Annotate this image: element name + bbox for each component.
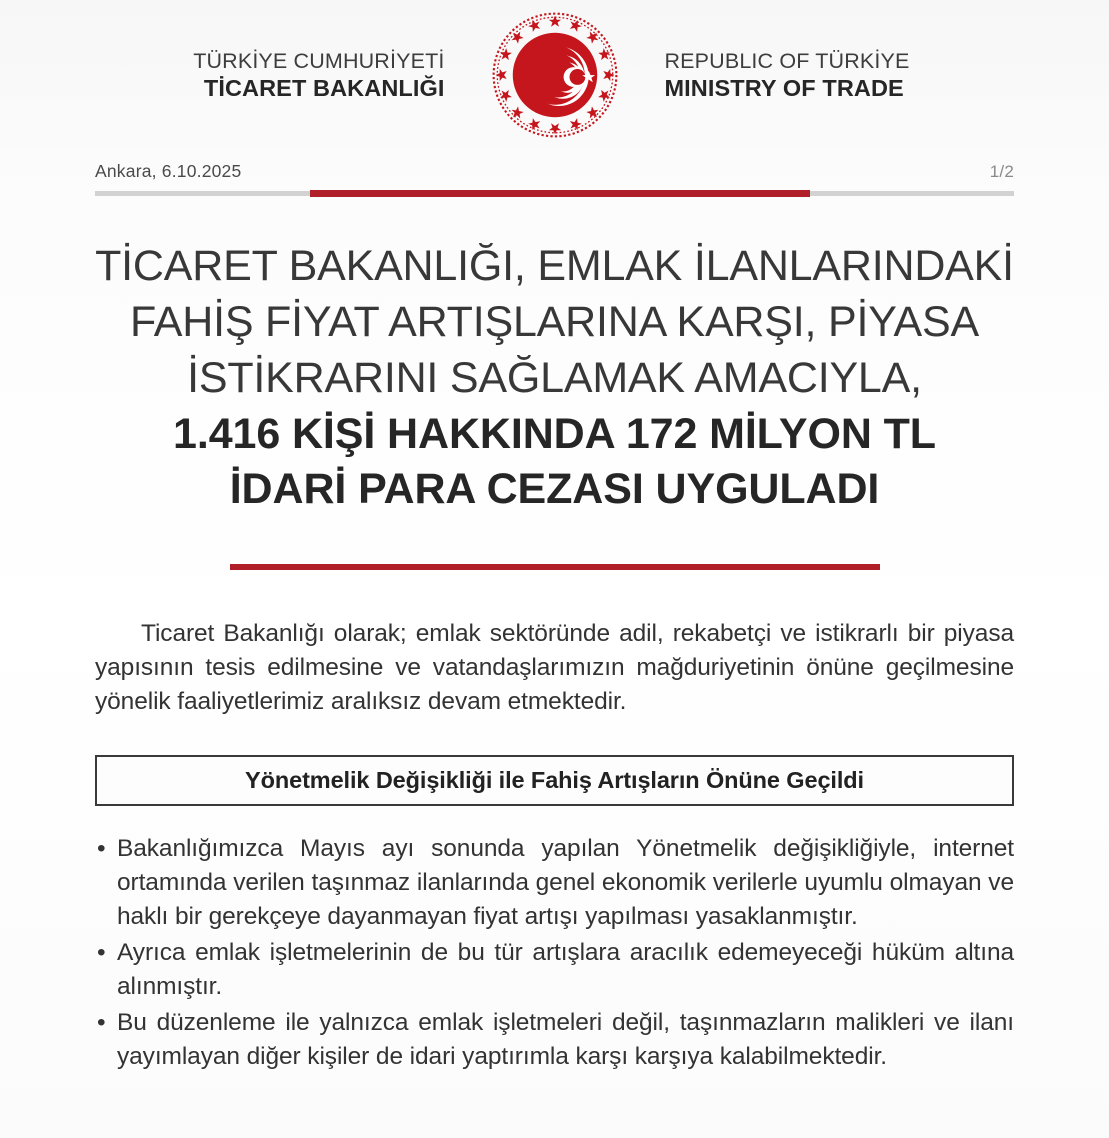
ministry-label-en: MINISTRY OF TRADE [664,74,904,101]
headline-line-4: 1.416 KİŞİ HAKKINDA 172 MİLYON TL [173,409,936,458]
republic-label-en: REPUBLIC OF TÜRKİYE [664,48,910,73]
bullet-marker-icon: • [97,1008,106,1036]
bullet-list [95,832,1014,1074]
page-indicator: 1/2 [989,162,1014,181]
headline-line-3: İSTİKRARINI SAĞLAMAK AMACIYLA, [187,353,922,402]
republic-label-tr: TÜRKİYE CUMHURİYETİ [193,48,445,73]
headline-line-2: FAHİŞ FİYAT ARTIŞLARINA KARŞI, PİYASA [130,297,979,346]
page-title [78,239,1031,517]
list-item [95,832,1014,934]
masthead [0,0,1109,150]
dateline: Ankara, 6.10.2025 [95,161,242,181]
headline-line-1: TİCARET BAKANLIĞI, EMLAK İLANLARINDAKİ [95,242,1014,290]
bullet-marker-icon: • [97,834,106,862]
list-item [95,1006,1014,1074]
document-meta-row [95,150,1014,184]
divider-red-accent-bar [310,190,810,197]
ministry-label-tr: TİCARET BAKANLIĞI [203,74,445,101]
list-item-text: Bu düzenleme ile yalnızca emlak işletmeleri değil, taşınmazların malikleri ve ilanı yayımlayan diğer kişiler de idari yaptırımla karşı karşıya kalabilmektedir. [117,1008,1014,1070]
bullet-marker-icon: • [97,938,106,966]
header-divider [95,190,1014,197]
section-subheading-box [95,755,1014,806]
headline-line-5: İDARİ PARA CEZASI UYGULADI [229,464,880,513]
ministry-name-turkish [144,49,489,101]
title-red-underline [230,564,880,570]
list-item-text: Bakanlığımızca Mayıs ayı sonunda yapılan Yönetmelik değişikliğiyle, internet ortamında verilen taşınmaz ilanlarında genel ekonomik verilerle uyumlu olmayan ve haklı bir gerekçeye dayanmayan fiyat artışı yapılması yasaklanmıştır. [117,834,1014,930]
intro-paragraph: Ticaret Bakanlığı olarak; emlak sektöründe adil, rekabetçi ve istikrarlı bir piyasa yapısının tesis edilmesine ve vatandaşlarımızın mağduriyetinin önüne geçilmesine yönelik faaliyetlerimiz aralıksız devam etmektedir. [95,619,1014,716]
list-item [95,936,1014,1004]
turkiye-state-emblem-icon [489,9,621,141]
list-item-text: Ayrıca emlak işletmelerinin de bu tür artışlara aracılık edemeyeceği hüküm altına alınmıştır. [117,938,1014,1000]
ministry-name-english [621,49,966,101]
section-subheading-text: Yönetmelik Değişikliği ile Fahiş Artışların Önüne Geçildi [245,766,864,793]
